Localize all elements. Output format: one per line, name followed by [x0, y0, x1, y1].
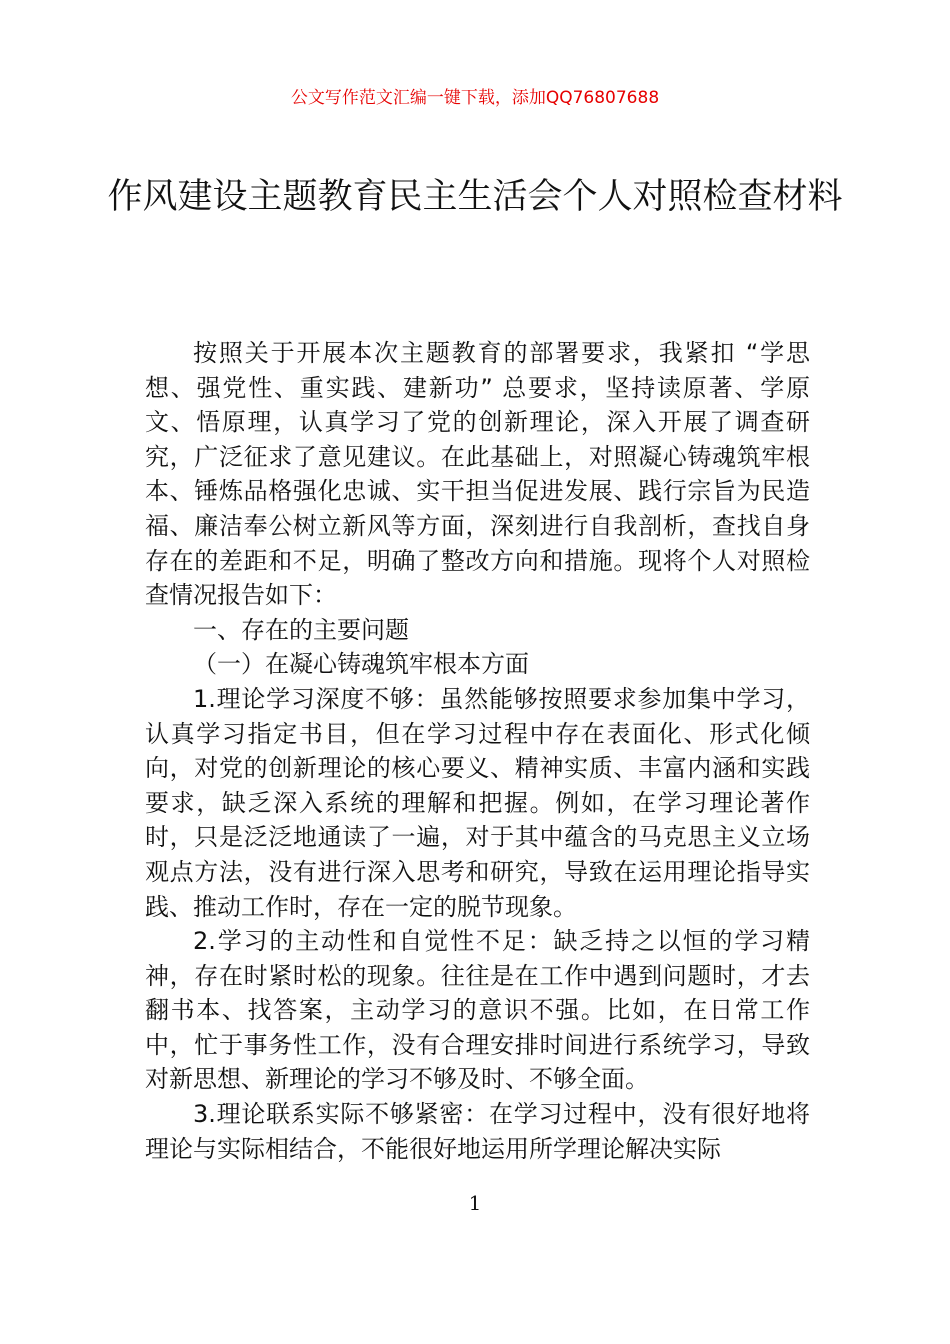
subsection-heading: （一）在凝心铸魂筑牢根本方面 [193, 650, 529, 679]
download-watermark: 公文写作范文汇编一键下载，添加QQ76807688 [290, 88, 660, 108]
document-body [145, 336, 810, 1166]
intro-paragraph: 按照关于开展本次主题教育的部署要求，我紧扣 “学思想、强党性、重实践、建新功” 总要求，坚持读原著、学原文、悟原理，认真学习了党的创新理论，深入开展了调查研究，广泛征求了意见建议。在此基础上，对照凝心铸魂筑牢根本、锤炼品格强化忠诚、实干担当促进发展、践行宗旨为民造福、廉洁奉公树立新风等方面，深刻进行自我剖析，查找自身存在的差距和不足，明确了整改方向和措施。现将个人对照检查情况报告如下： [145, 339, 810, 610]
item-paragraph-1: 1.理论学习深度不够：虽然能够按照要求参加集中学习，认真学习指定书目，但在学习过程中存在表面化、形式化倾向，对党的创新理论的核心要义、精神实质、丰富内涵和实践要求，缺乏深入系统的理解和把握。例如，在学习理论著作时，只是泛泛地通读了一遍，对于其中蕴含的马克思主义立场观点方法，没有进行深入思考和研究，导致在运用理论指导实践、推动工作时，存在一定的脱节现象。 [145, 684, 810, 921]
item-paragraph-3: 3.理论联系实际不够紧密：在学习过程中，没有很好地将理论与实际相结合，不能很好地运用所学理论解决实际 [145, 1100, 810, 1163]
page-number: 1 [468, 1191, 482, 1215]
page-title: 作风建设主题教育民主生活会个人对照检查材料 [107, 177, 843, 217]
item-paragraph-2: 2.学习的主动性和自觉性不足：缺乏持之以恒的学习精神，存在时紧时松的现象。往往是在工作中遇到问题时，才去翻书本、找答案，主动学习的意识不强。比如，在日常工作中，忙于事务性工作，没有合理安排时间进行系统学习，导致对新思想、新理论的学习不够及时、不够全面。 [145, 927, 810, 1094]
section-heading: 一、存在的主要问题 [193, 615, 409, 644]
